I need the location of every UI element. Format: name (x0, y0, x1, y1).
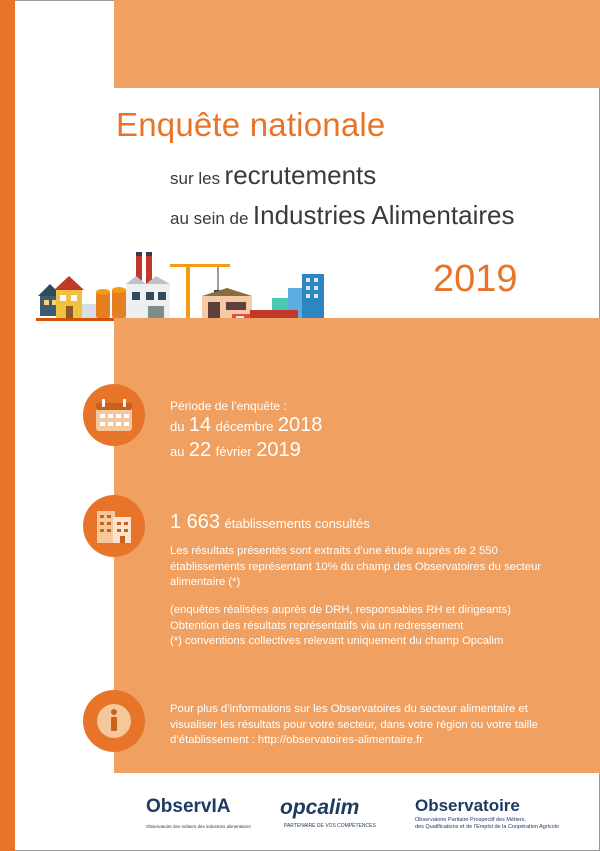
subtitle-line-1: sur les recrutements (170, 160, 377, 190)
top-orange-block (114, 0, 600, 88)
buildings-icon (83, 495, 145, 557)
opcalim-logo[interactable]: opcalim PARTENAIRE DE VOS COMPÉTENCES (280, 796, 376, 829)
subtitle-line-2: au sein de Industries Alimentaires (170, 200, 515, 230)
period-end: au 22 février 2019 (170, 439, 301, 461)
observatoire-cooperation-logo[interactable]: Observatoire Observatoire Paritaire Prospectif des Métiers, des Qualifications et de l’Emploi de la Coopération Agricole (415, 796, 559, 830)
period-label: Période de l’enquête : (170, 399, 287, 413)
period-start: du 14 décembre 2018 (170, 414, 323, 436)
study-description: Les résultats présentés sont extraits d’une étude auprès de 2 550 établissements représentant 10% du champ des Observatoires du secteur alimentaire (*) (170, 545, 542, 588)
more-info-text: Pour plus d’informations sur les Observatoires du secteur alimentaire et visualiser les résultats pour votre secteur, dans votre région ou votre taille d’établissement : http://observatoires-alimentaire.fr (170, 703, 538, 746)
establishments-count: 1 663 établissements consultés (170, 511, 370, 533)
observia-logo[interactable]: ObservIA Observatoire des métiers des industries alimentaires (146, 796, 251, 829)
footer-logos (0, 790, 600, 840)
survey-year: 2019 (433, 258, 518, 300)
info-icon (83, 690, 145, 752)
calendar-icon (83, 384, 145, 446)
methodology-notes: (enquêtes réalisées auprès de DRH, responsables RH et dirigeants) Obtention des résultats représentatifs via un redressement (*) conventions collectives relevant uniquement du champ Opcalim (170, 604, 511, 647)
page-title: Enquête nationale (116, 106, 386, 143)
observatoires-link[interactable]: http://observatoires-alimentaire.fr (257, 734, 424, 746)
left-accent-bar (0, 0, 15, 851)
